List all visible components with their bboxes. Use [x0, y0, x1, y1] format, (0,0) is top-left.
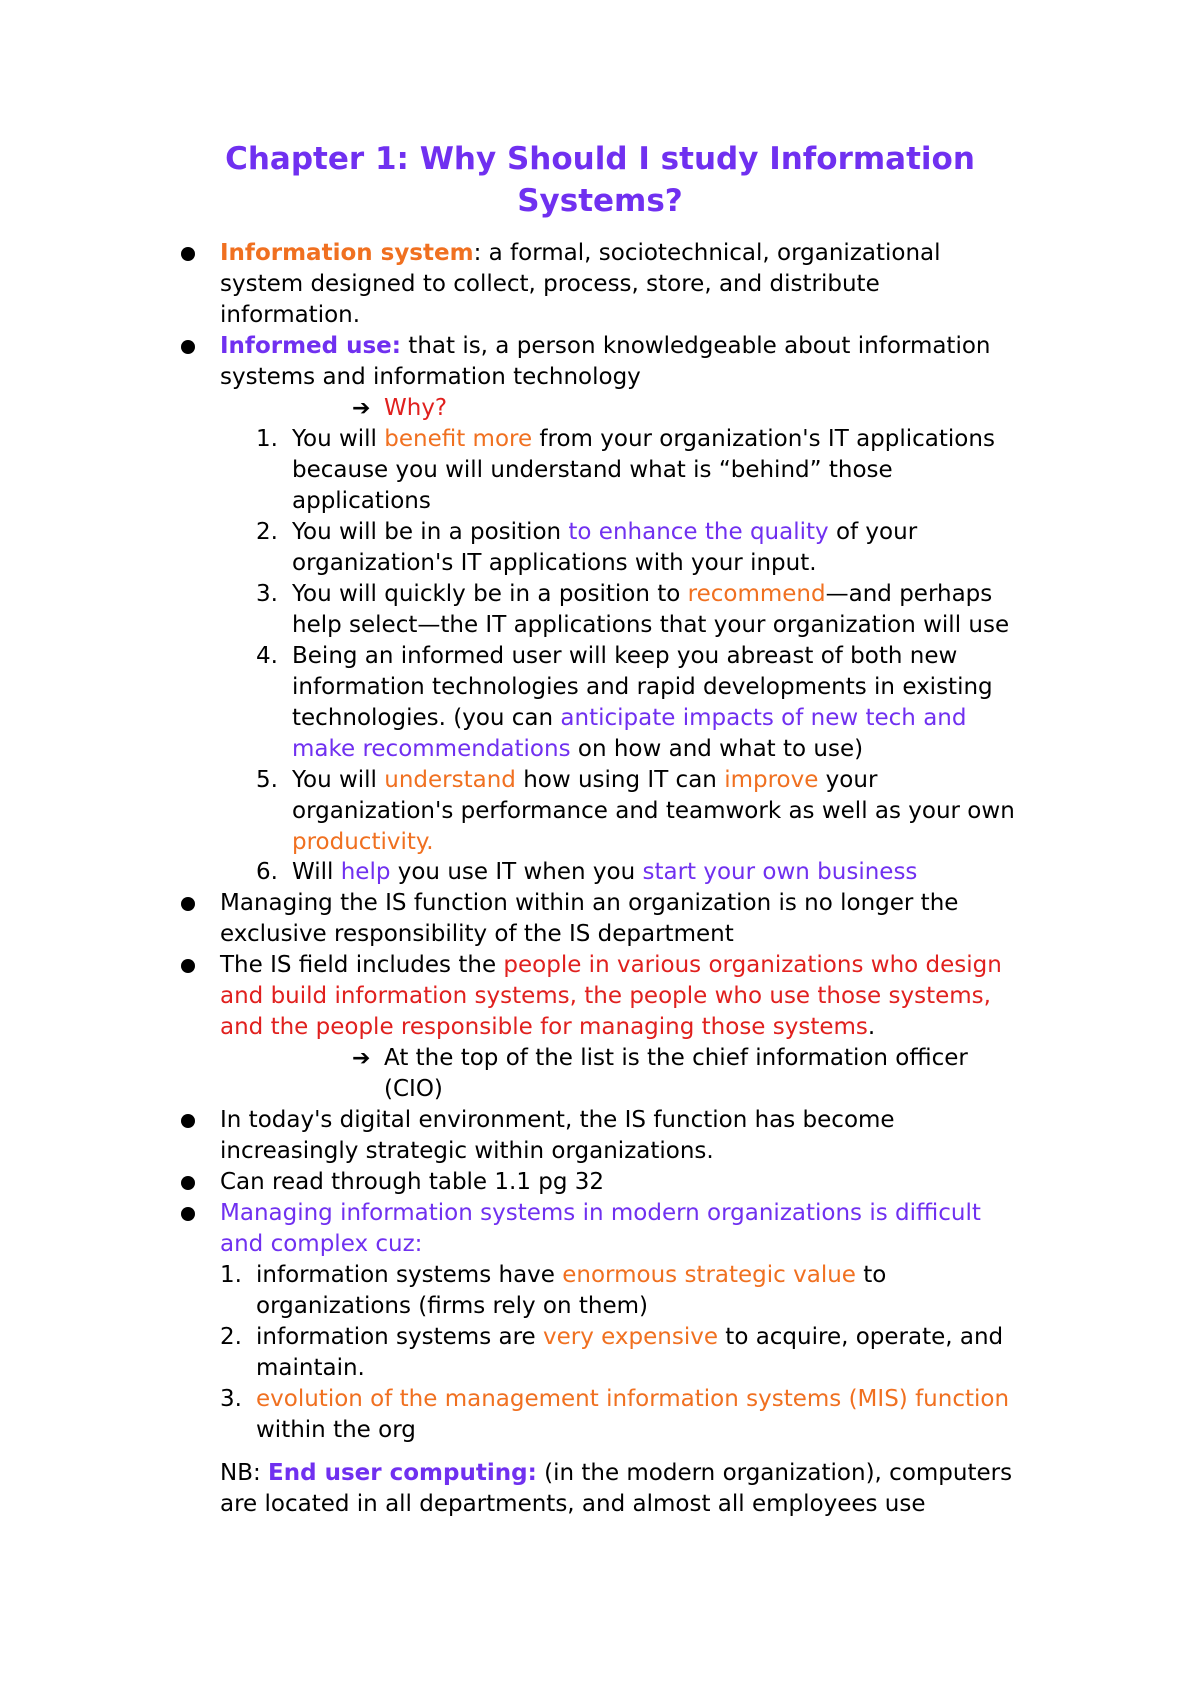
- note-text: (CIO): [384, 1076, 443, 1102]
- highlight-text: evolution of the management information systems (MIS) function: [256, 1386, 1010, 1412]
- item-text: your: [818, 767, 878, 793]
- list-item: [256, 1260, 886, 1322]
- page-title: Chapter 1: Why Should I study Information Systems?: [225, 141, 975, 219]
- note-text: At the top of the list is the chief information officer: [384, 1045, 968, 1071]
- bullet-icon: [181, 1114, 195, 1128]
- item-text: from your organization's IT applications: [532, 426, 995, 452]
- list-number: 2.: [220, 1324, 242, 1350]
- highlight-text: help: [340, 859, 391, 885]
- list-number: 3.: [220, 1386, 242, 1412]
- list-item: [256, 1384, 1009, 1446]
- bullet-text: Can read through table 1.1 pg 32: [220, 1169, 605, 1195]
- item-text: to: [855, 1262, 887, 1288]
- highlight-text: enormous strategic value: [562, 1262, 856, 1288]
- item-text: You will: [292, 426, 385, 452]
- bullet-icon: [181, 897, 195, 911]
- cio-note: [384, 1043, 968, 1105]
- list-item: [256, 1322, 1003, 1384]
- highlight-text: very expensive: [543, 1324, 718, 1350]
- paragraph-text: are located in all departments, and almost all employees use: [220, 1491, 926, 1517]
- item-text: to acquire, operate, and: [717, 1324, 1004, 1350]
- term-informed-use: Informed use:: [220, 333, 401, 359]
- why-label: Why?: [384, 395, 448, 421]
- item-text: technologies. (you can: [292, 705, 561, 731]
- highlight-text: make recommendations: [292, 736, 571, 762]
- item-text: You will be in a position: [292, 519, 569, 545]
- list-number: 4.: [256, 643, 278, 669]
- item-text: within the org: [256, 1417, 416, 1443]
- list-number: 3.: [256, 581, 278, 607]
- item-text: information technologies and rapid developments in existing: [292, 674, 993, 700]
- list-item: [292, 579, 1009, 641]
- item-text: information systems have: [256, 1262, 563, 1288]
- highlight-text: and the people responsible for managing those systems: [220, 1014, 868, 1040]
- highlight-text: benefit more: [384, 426, 533, 452]
- item-text: organization's performance and teamwork as well as your own: [292, 798, 1015, 824]
- highlight-text: productivity.: [292, 829, 434, 855]
- list-number: 1.: [256, 426, 278, 452]
- nb-paragraph: [220, 1458, 1012, 1520]
- item-text: You will: [292, 767, 385, 793]
- item-text: —and perhaps: [825, 581, 993, 607]
- item-text: because you will understand what is “behind” those: [292, 457, 893, 483]
- bullet-icon: [181, 247, 195, 261]
- item-text: applications: [292, 488, 431, 514]
- list-item: [292, 857, 917, 888]
- bullet-text: The IS field includes the: [220, 952, 504, 978]
- item-text: on how and what to use): [570, 736, 864, 762]
- bullet-icon: [181, 959, 195, 973]
- highlight-text: and complex cuz:: [220, 1231, 423, 1257]
- highlight-text: understand: [384, 767, 516, 793]
- highlight-text: start your own business: [642, 859, 918, 885]
- term-end-user-computing: End user computing:: [268, 1460, 537, 1486]
- term-information-system: Information system: [220, 240, 474, 266]
- item-text: organization's IT applications with your input.: [292, 550, 817, 576]
- item-text: maintain.: [256, 1355, 365, 1381]
- bullet-text: exclusive responsibility of the IS department: [220, 921, 734, 947]
- arrow-right-icon: ➔: [352, 396, 371, 421]
- definition-text: that is, a person knowledgeable about information: [400, 333, 991, 359]
- bullet-text: .: [867, 1014, 876, 1040]
- highlight-text: Managing information systems in modern organizations is difficult: [220, 1200, 981, 1226]
- bullet-text: Managing the IS function within an organization is no longer the: [220, 890, 959, 916]
- bullet-icon: [181, 1207, 195, 1221]
- definition-text: systems and information technology: [220, 364, 641, 390]
- list-number: 6.: [256, 859, 278, 885]
- bullet-text: In today's digital environment, the IS function has become: [220, 1107, 895, 1133]
- list-item: [292, 765, 1015, 858]
- highlight-text: people in various organizations who design: [503, 952, 1002, 978]
- arrow-right-icon: ➔: [352, 1046, 371, 1071]
- item-text: You will quickly be in a position to: [292, 581, 688, 607]
- list-item: [292, 424, 995, 517]
- highlight-text: improve: [724, 767, 819, 793]
- item-text: you use IT when you: [390, 859, 643, 885]
- bullet-text: increasingly strategic within organizations.: [220, 1138, 714, 1164]
- bullet-icon: [181, 340, 195, 354]
- highlight-text: and build information systems, the people who use those systems,: [220, 983, 991, 1009]
- paragraph-text: (in the modern organization), computers: [536, 1460, 1013, 1486]
- item-text: of your: [828, 519, 918, 545]
- item-text: how using IT can: [515, 767, 725, 793]
- list-item: [292, 641, 993, 765]
- nb-label: NB:: [220, 1460, 269, 1486]
- bullet-icon: [181, 1176, 195, 1190]
- highlight-text: anticipate impacts of new tech and: [560, 705, 967, 731]
- definition-text: information.: [220, 302, 361, 328]
- item-text: organizations (firms rely on them): [256, 1293, 649, 1319]
- item-text: Will: [292, 859, 341, 885]
- list-item: [292, 517, 917, 579]
- item-text: Being an informed user will keep you abreast of both new: [292, 643, 958, 669]
- definition-text: : a formal, sociotechnical, organizational: [473, 240, 941, 266]
- highlight-text: recommend: [687, 581, 826, 607]
- definition-text: system designed to collect, process, store, and distribute: [220, 271, 880, 297]
- list-number: 2.: [256, 519, 278, 545]
- list-number: 1.: [220, 1262, 242, 1288]
- item-text: information systems are: [256, 1324, 544, 1350]
- list-number: 5.: [256, 767, 278, 793]
- item-text: help select—the IT applications that your organization will use: [292, 612, 1010, 638]
- highlight-text: to enhance the quality: [568, 519, 829, 545]
